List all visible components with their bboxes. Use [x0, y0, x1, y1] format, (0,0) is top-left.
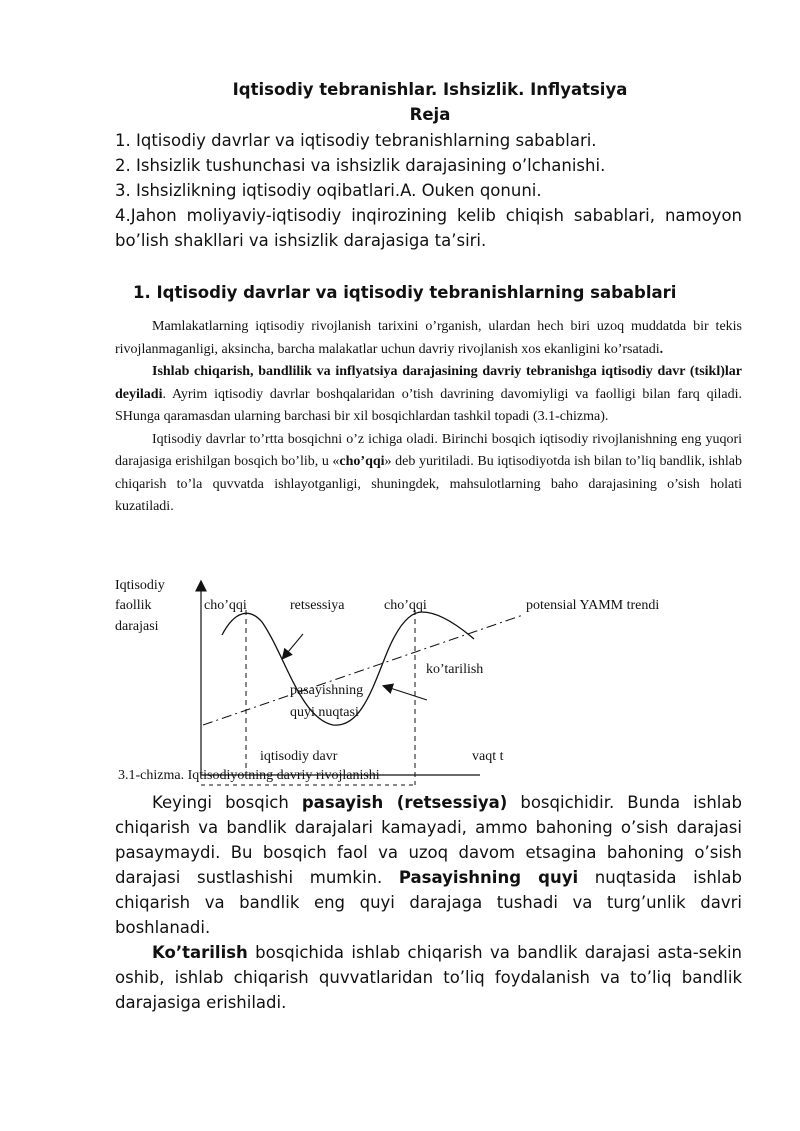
- peak1-label: cho’qqi: [204, 598, 247, 613]
- figure-caption: 3.1-chizma. Iqtisodiyotning davriy rivojlanishi: [118, 768, 380, 783]
- paragraph-3: [115, 429, 742, 519]
- plan-item-3: 3. Ishsizlikning iqtisodiy oqibatlari.A. Ouken qonuni.: [115, 181, 542, 200]
- cycle-label: iqtisodiy davr: [260, 749, 338, 764]
- paragraph-4-text-c: nuqtasida ishlab chiqarish va bandlik eng quyi darajaga tushadi va turg’unlik davri boshlanadi.: [115, 868, 742, 937]
- trough-label-2: quyi nuqtasi: [290, 705, 359, 720]
- peak2-label: cho’qqi: [384, 598, 427, 613]
- x-axis-label: vaqt t: [472, 749, 504, 764]
- paragraph-3-text-b: » deb yuritiladi. Bu iqtisodiyotda ish bilan to’liq bandlik, ishlab chiqarish to’la quvvatda ishlayotganligi, shuningdek, mahsulotlarning baho darajasining o’sish holati kuzatiladi.: [115, 454, 742, 514]
- peak-term: cho’qqi: [339, 454, 385, 469]
- paragraph-4-text-a: Keyingi bosqich: [152, 793, 302, 812]
- expansion-arrow: [384, 686, 427, 700]
- paragraph-1: [115, 316, 742, 361]
- plan-item-2: 2. Ishsizlik tushunchasi va ishsizlik darajasining o’lchanishi.: [115, 156, 606, 175]
- definition-text: Ishlab chiqarish, bandlilik va inflyatsiya darajasining davriy tebranishga iqtisodiy davr (tsikl)lar deyiladi: [115, 364, 742, 402]
- section-heading: 1. Iqtisodiy davrlar va iqtisodiy tebranishlarning sabablari: [133, 283, 677, 302]
- plan-heading: Reja: [409, 105, 451, 124]
- paragraph-5-text: bosqichida ishlab chiqarish va bandlik darajasi asta-sekin oshib, ishlab chiqarish quvvatlaridan to’liq foydalanish va to’liq bandlik darajasiga erishiladi.: [115, 943, 742, 1012]
- plan-item-1: 1. Iqtisodiy davrlar va iqtisodiy tebranishlarning sabablari.: [115, 131, 597, 150]
- paragraph-4-text-b: bosqichidir. Bunda ishlab chiqarish va bandlik darajalari kamayadi, ammo bahoning o’sish darajasi pasaymaydi. Bu bosqich faol va uzoq davom etsagina bahoning o’sish darajasi sustlashishi mumkin.: [115, 793, 742, 887]
- paragraph-5: [115, 940, 742, 1015]
- y-axis-label-3: darajasi: [115, 619, 159, 634]
- paragraph-2-text: . Ayrim iqtisodiy davrlar boshqalaridan o’tish davrining davomiyligi va faolligi bilan farq qiladi. SHunga qaramasdan ularning barchasi bir xil bosqichlardan tashkil topadi (3.1-chizma).: [115, 386, 742, 424]
- y-axis-label-1: Iqtisodiy: [115, 578, 165, 593]
- expansion-label: ko’tarilish: [426, 662, 484, 677]
- y-axis-label-2: faollik: [115, 598, 152, 613]
- paragraph-4: [115, 790, 742, 940]
- recession-arrow: [283, 634, 303, 658]
- plan-list: [115, 128, 742, 253]
- paragraph-1-end: .: [659, 341, 664, 357]
- business-cycle-figure: [0, 570, 800, 790]
- trend-label: potensial YAMM trendi: [526, 598, 660, 613]
- body-paragraphs: [115, 790, 742, 1015]
- paragraph-3-text-a: Iqtisodiy davrlar to’rtta bosqichni o’z ichiga oladi. Birinchi bosqich iqtisodiy rivojlanishning eng yuqori darajasiga erishilgan bosqich bo’lib, u «: [115, 431, 742, 469]
- trough-label-1: pasayishning: [290, 683, 364, 698]
- expansion-term: Ko’tarilish: [152, 943, 248, 962]
- document-title: Iqtisodiy tebranishlar. Ishsizlik. Inflyatsiya: [232, 80, 628, 99]
- recession-label: retsessiya: [290, 598, 345, 613]
- paragraph-2: [115, 361, 742, 429]
- paragraph-1-text: Mamlakatlarning iqtisodiy rivojlanish tarixini o’rganish, ulardan hech biri uzoq muddatda bir tekis rivojlanmaganligi, aksincha, barcha malakatlar uchun davriy rivojlanish xos ekanligini ko’rsatadi: [115, 319, 742, 357]
- recession-term: pasayish (retsessiya): [301, 793, 508, 812]
- plan-item-4: 4.Jahon moliyaviy-iqtisodiy inqirozining kelib chiqish sabablari, namoyon bo’lish shakllari va ishsizlik darajasiga ta’siri.: [115, 206, 742, 250]
- trough-term: Pasayishning quyi: [398, 868, 579, 887]
- intro-paragraphs: [115, 316, 742, 519]
